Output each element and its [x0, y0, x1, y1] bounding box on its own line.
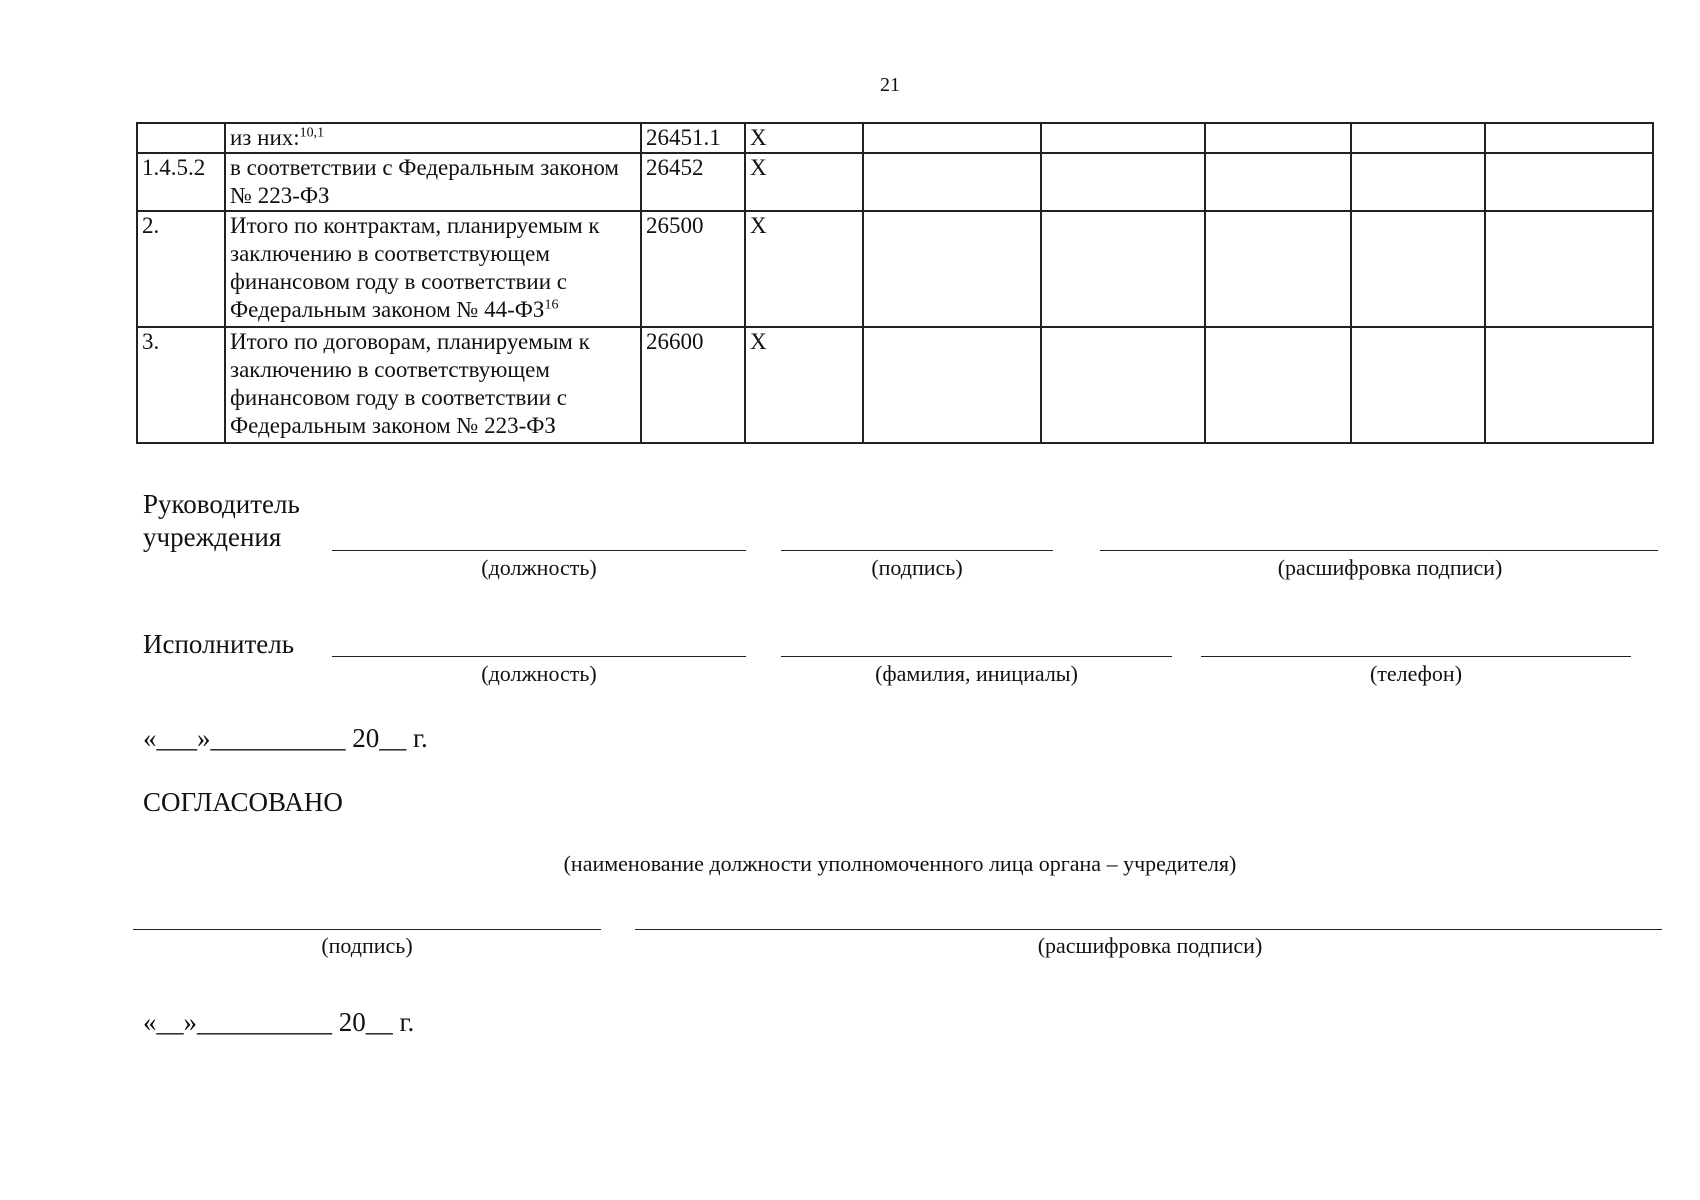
head-label-line1: Руководитель: [143, 489, 300, 519]
empty-cell: [1041, 211, 1205, 327]
head-decoding-line[interactable]: [1100, 550, 1658, 551]
page-number: 21: [880, 74, 900, 96]
row-code: 26600: [641, 327, 745, 443]
empty-cell: [1485, 123, 1653, 153]
empty-cell: [1205, 211, 1351, 327]
executor-position-line[interactable]: [332, 656, 746, 657]
executor-position-caption: (должность): [481, 661, 597, 686]
empty-cell: [1041, 123, 1205, 153]
table-row: [137, 211, 1653, 327]
plan-table: [136, 122, 1654, 444]
row-mark: X: [745, 327, 863, 443]
agreed-decoding-line[interactable]: [635, 929, 1662, 930]
empty-cell: [1041, 327, 1205, 443]
row-name: Итого по договорам, планируемым к заключению в соответствующем финансовом году в соответствии с Федеральным законом № 223-ФЗ: [225, 327, 641, 443]
agreed-signature-line[interactable]: [133, 929, 601, 930]
agreed-label: СОГЛАСОВАНО: [143, 787, 343, 817]
row-code: 26452: [641, 153, 745, 211]
agreed-signature-caption: (подпись): [321, 933, 413, 958]
row-code: 26500: [641, 211, 745, 327]
empty-cell: [1351, 211, 1485, 327]
row-number: 2.: [137, 211, 225, 327]
head-position-line[interactable]: [332, 550, 746, 551]
row-number: 3.: [137, 327, 225, 443]
date-field-1[interactable]: «___»__________ 20__ г.: [143, 723, 428, 753]
executor-name-caption: (фамилия, инициалы): [875, 661, 1078, 686]
head-signature-line[interactable]: [781, 550, 1053, 551]
row-name: из них:$^{10,1}$: [225, 123, 641, 153]
row-mark: X: [745, 123, 863, 153]
empty-cell: [863, 123, 1041, 153]
empty-cell: [1485, 211, 1653, 327]
empty-cell: [1351, 153, 1485, 211]
empty-cell: [863, 211, 1041, 327]
executor-phone-line[interactable]: [1201, 656, 1631, 657]
agreed-decoding-caption: (расшифровка подписи): [1037, 933, 1263, 958]
executor-phone-caption: (телефон): [1369, 661, 1463, 686]
row-code: 26451.1: [641, 123, 745, 153]
official-caption: (наименование должности уполномоченного лица органа – учредителя): [563, 851, 1237, 876]
executor-name-line[interactable]: [781, 656, 1172, 657]
row-name: в соответствии с Федеральным законом № 223-ФЗ: [225, 153, 641, 211]
date-field-2[interactable]: «__»__________ 20__ г.: [143, 1007, 415, 1037]
empty-cell: [1041, 153, 1205, 211]
head-label-line2: учреждения: [143, 522, 282, 552]
row-mark: X: [745, 153, 863, 211]
head-signature-caption: (подпись): [871, 555, 963, 580]
executor-label: Исполнитель: [143, 629, 295, 659]
table-row: [137, 327, 1653, 443]
row-number: [137, 123, 225, 153]
empty-cell: [863, 327, 1041, 443]
row-number: 1.4.5.2: [137, 153, 225, 211]
empty-cell: [1351, 123, 1485, 153]
head-position-caption: (должность): [481, 555, 597, 580]
empty-cell: [863, 153, 1041, 211]
table-row: [137, 153, 1653, 211]
row-name: Итого по контрактам, планируемым к заключению в соответствующем финансовом году в соответствии с Федеральным законом № 44-ФЗ$^{16}$: [225, 211, 641, 327]
row-mark: X: [745, 211, 863, 327]
table-row: [137, 123, 1653, 153]
empty-cell: [1351, 327, 1485, 443]
empty-cell: [1485, 153, 1653, 211]
head-decoding-caption: (расшифровка подписи): [1277, 555, 1503, 580]
empty-cell: [1485, 327, 1653, 443]
empty-cell: [1205, 123, 1351, 153]
empty-cell: [1205, 327, 1351, 443]
empty-cell: [1205, 153, 1351, 211]
